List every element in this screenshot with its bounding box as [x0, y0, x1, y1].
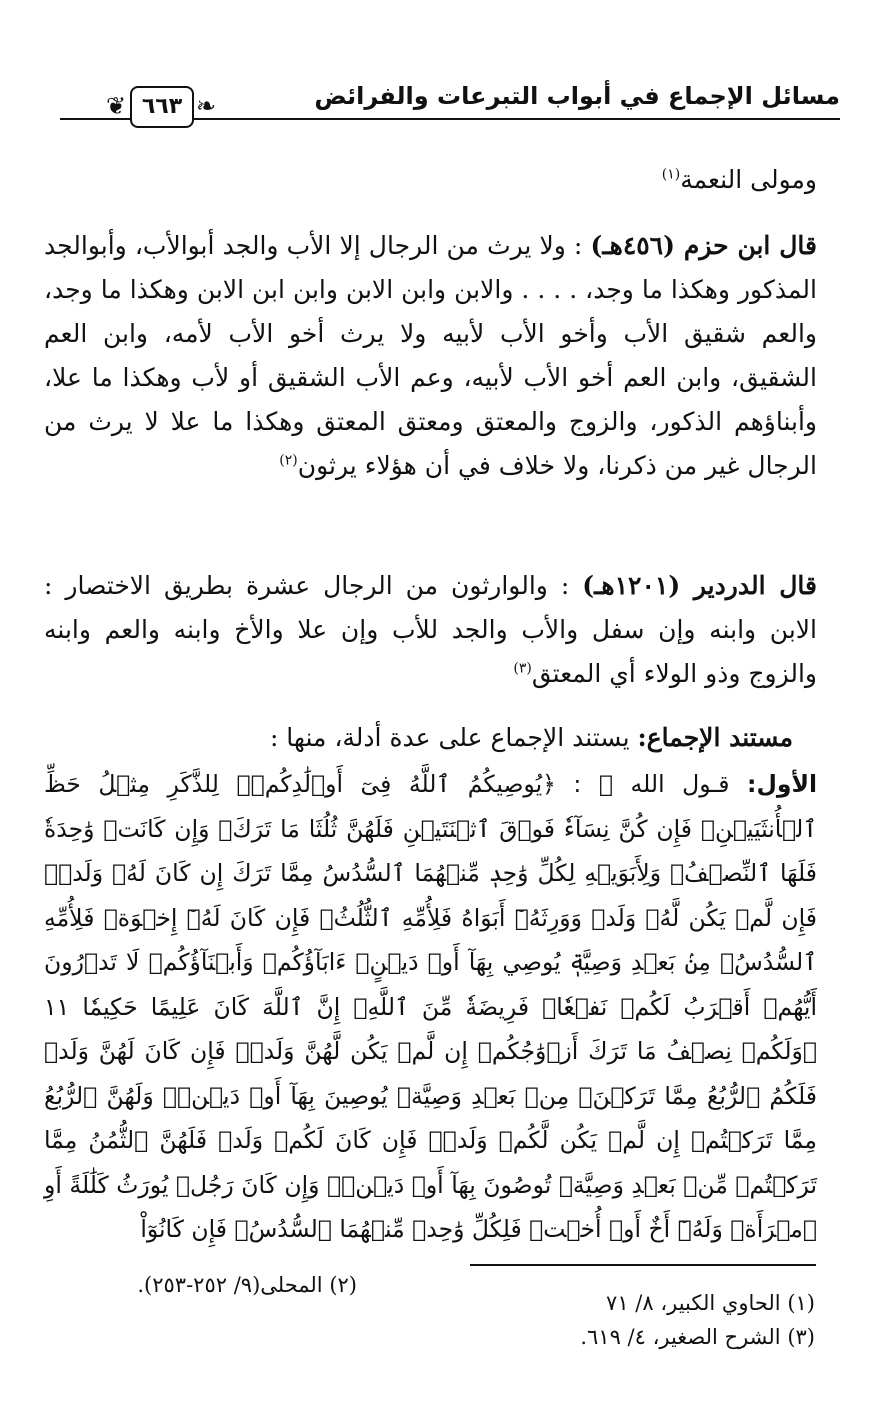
- paragraph-lead: مستند الإجماع:: [637, 723, 793, 752]
- footnote-rule: [470, 1264, 816, 1266]
- quran-verse: قـول الله ﷻ : ﴿يُوصِيكُمُ ٱللَّهُ فِىٓ أَوۡلَٰدِكُمۡۖ لِلذَّكَرِ مِثۡلُ حَظِّ ٱلۡأُنثَيَيۡنِۚ فَإِن كُنَّ نِسَآءٗ فَوۡقَ ٱثۡنَتَيۡنِ فَلَهُنَّ ثُلُثَا مَا تَرَكَۖ وَإِن كَانَتۡ وَٰحِدَةٗ فَلَهَا ٱلنِّصۡفُۚ وَلِأَبَوَيۡهِ لِكُلِّ وَٰحِدٖ مِّنۡهُمَا ٱلسُّدُسُ مِمَّا تَرَكَ إِن كَانَ لَهُۥ وَلَدٞۚ فَإِن لَّمۡ يَكُن لَّهُۥ وَلَدٞ وَوَرِثَهُۥٓ أَبَوَاهُ فَلِأُمِّهِ ٱلثُّلُثُۚ فَإِن كَانَ لَهُۥٓ إِخۡوَةٞ فَلِأُمِّهِ ٱلسُّدُسُۚ مِنۢ بَعۡدِ وَصِيَّةٖ يُوصِي بِهَآ أَوۡ دَيۡنٍۗ ءَابَآؤُكُمۡ وَأَبۡنَآؤُكُمۡ لَا تَدۡرُونَ أَيُّهُمۡ أَقۡرَبُ لَكُمۡ نَفۡعٗاۚ فَرِيضَةٗ مِّنَ ٱللَّهِۗ إِنَّ ٱللَّهَ كَانَ عَلِيمًا حَكِيمٗا ١١ ۞وَلَكُمۡ نِصۡفُ مَا تَرَكَ أَزۡوَٰجُكُمۡ إِن لَّمۡ يَكُن لَّهُنَّ وَلَدٞۚ فَإِن كَانَ لَهُنَّ وَلَدٞ فَلَكُمُ ٱلرُّبُعُ مِمَّا تَرَكۡنَۚ مِنۢ بَعۡدِ وَصِيَّةٖ يُوصِينَ بِهَآ أَوۡ دَيۡنٖۚ وَلَهُنَّ ٱلرُّبُعُ مِمَّا تَرَكۡتُمۡ إِن لَّمۡ يَكُن لَّكُمۡ وَلَدٞۚ فَإِن كَانَ لَكُمۡ وَلَدٞ فَلَهُنَّ ٱلثُّمُنُ مِمَّا تَرَكۡتُمۚ مِّنۢ بَعۡدِ وَصِيَّةٖ تُوصُونَ بِهَآ أَوۡ دَيۡنٖۗ وَإِن كَانَ رَجُلٞ يُورَثُ كَلَٰلَةً أَوِ ٱمۡرَأَةٞ وَلَهُۥٓ أَخٌ أَوۡ أُخۡتٞ فَلِكُلِّ وَٰحِدٖ مِّنۡهُمَا ٱلسُّدُسُۚ فَإِن كَانُوٓاْ: [44, 770, 817, 1243]
- running-header: [40, 78, 840, 128]
- paragraph-lead: الأول:: [747, 770, 817, 798]
- paragraph-dardir: [44, 564, 817, 696]
- header-rule: [190, 118, 840, 120]
- footnote-1: (١) الحاوي الكبير، ٨/ ٧١: [606, 1291, 815, 1315]
- ornament-left-icon: ❦: [106, 92, 127, 120]
- footnote-ref: (٣): [513, 660, 532, 677]
- paragraph-0: [44, 158, 817, 202]
- footnote-2: (٢) المحلى(٩/ ٢٥٢-٢٥٣).: [137, 1273, 357, 1297]
- footnote-ref: (١): [661, 166, 681, 183]
- paragraph-ibn-hazm: [44, 224, 817, 488]
- paragraph-text: ومولى النعمة: [680, 165, 817, 194]
- page-number-frame: [100, 86, 217, 130]
- paragraph-text: يستند الإجماع على عدة أدلة، منها :: [269, 723, 638, 752]
- page-number: ٦٦٣: [130, 86, 194, 128]
- paragraph-text: : والوارثون من الرجال عشرة بطريق الاختصار : الابن وابنه وإن سفل والأب والجد للأب وإن علا والأخ وابنه والعم وابنه والزوج وذو الولاء أي المعتق: [44, 571, 817, 688]
- header-title: مسائل الإجماع في أبواب التبرعات والفرائض: [314, 82, 840, 110]
- footnote-ref: (٢): [279, 452, 298, 469]
- paragraph-lead: قال ابن حزم (٤٥٦هـ): [590, 231, 817, 260]
- paragraph-evidence: [44, 716, 793, 760]
- footnote-3: (٣) الشرح الصغير، ٤/ ٦١٩.: [580, 1325, 815, 1349]
- paragraph-quran: [44, 762, 817, 1252]
- paragraph-lead: قال الدردير (١٢٠١هـ): [582, 571, 817, 600]
- paragraph-text: : ولا يرث من الرجال إلا الأب والجد أبوالأب، وأبوالجد المذكور وهكذا ما وجد، . . . . والابن وابن الابن وابن ابن الابن وهكذا ما وجد، والعم شقيق الأب وأخو الأب لأبيه ولا يرث أخو الأب لأمه، وابن العم الشقيق، وابن العم أخو الأب لأبيه، وعم الأب الشقيق أو لأب وهكذا ما علا، وأبناؤهم الذكور، والزوج والمعتق ومعتق المعتق وهكذا ما علا لا يرث من الرجال غير من ذكرنا، ولا خلاف في أن هؤلاء يرثون: [44, 231, 817, 480]
- ornament-right-icon: ❧: [196, 92, 217, 120]
